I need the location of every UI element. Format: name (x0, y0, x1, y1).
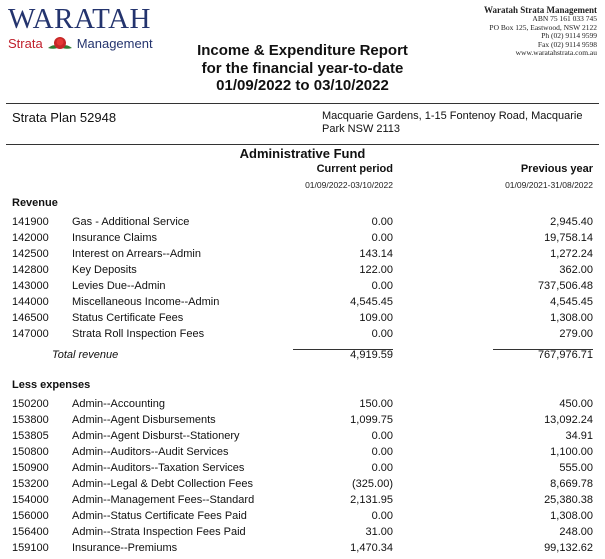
row-code: 150800 (12, 446, 49, 458)
row-desc: Admin--Accounting (72, 398, 165, 410)
fund-heading: Administrative Fund (239, 146, 366, 161)
row-desc: Admin--Agent Disbursements (72, 414, 216, 426)
row-prev: 555.00 (559, 462, 593, 474)
row-code: 150200 (12, 398, 49, 410)
table-row (0, 398, 605, 414)
company-website: www.waratahstrata.com.au (515, 48, 597, 58)
row-prev: 8,669.78 (550, 478, 593, 490)
row-code: 150900 (12, 462, 49, 474)
company-phone: Ph (02) 9114 9599 (541, 31, 597, 41)
current-period-header: Current period (316, 163, 393, 175)
row-cur: 0.00 (371, 430, 393, 442)
strata-plan: Strata Plan 52948 (12, 110, 117, 125)
row-code: 142500 (12, 248, 49, 260)
row-prev: 737,506.48 (537, 280, 593, 292)
table-row (0, 542, 605, 558)
report-title-block (0, 39, 605, 94)
table-row (0, 328, 605, 344)
logo-wordmark: WARATAH (8, 3, 151, 35)
row-cur: 0.00 (371, 280, 393, 292)
row-cur: 31.00 (365, 526, 393, 538)
row-code: 142800 (12, 264, 49, 276)
row-cur: 0.00 (371, 216, 393, 228)
row-cur: 122.00 (359, 264, 393, 276)
row-code: 147000 (12, 328, 49, 340)
company-po-box: PO Box 125, Eastwood, NSW 2122 (489, 22, 597, 32)
logo-strata-text: Strata (8, 35, 43, 51)
report-title: Income & Expenditure Report (197, 42, 408, 59)
row-cur: 1,470.34 (350, 542, 393, 554)
row-prev: 248.00 (559, 526, 593, 538)
divider-top (6, 103, 599, 104)
row-code: 153200 (12, 478, 49, 490)
row-prev: 4,545.45 (550, 296, 593, 308)
row-prev: 1,100.00 (550, 446, 593, 458)
table-row (0, 446, 605, 462)
previous-year-header: Previous year (520, 163, 593, 175)
total-revenue-current: 4,919.59 (350, 349, 393, 361)
row-desc: Admin--Status Certificate Fees Paid (72, 510, 247, 522)
row-cur: 0.00 (371, 462, 393, 474)
row-cur: 0.00 (371, 328, 393, 340)
row-code: 156400 (12, 526, 49, 538)
row-desc: Key Deposits (72, 264, 137, 276)
row-desc: Admin--Auditors--Taxation Services (72, 462, 245, 474)
row-desc: Strata Roll Inspection Fees (72, 328, 205, 340)
row-prev: 34.91 (565, 430, 593, 442)
company-abn: ABN 75 161 033 745 (532, 14, 597, 23)
table-row (0, 510, 605, 526)
table-row (0, 232, 605, 248)
row-code: 146500 (12, 312, 49, 324)
row-desc: Miscellaneous Income--Admin (72, 296, 220, 308)
row-prev: 450.00 (559, 398, 593, 410)
row-desc: Gas - Additional Service (72, 216, 190, 228)
row-desc: Admin--Strata Inspection Fees Paid (72, 526, 246, 538)
row-prev: 1,308.00 (550, 312, 593, 324)
row-code: 144000 (12, 296, 49, 308)
row-code: 143000 (12, 280, 49, 292)
company-name: Waratah Strata Management (484, 5, 597, 15)
row-desc: Insurance--Premiums (72, 542, 178, 554)
row-code: 153805 (12, 430, 49, 442)
divider-header (6, 144, 599, 145)
row-cur: 109.00 (359, 312, 393, 324)
row-desc: Admin--Auditors--Audit Services (72, 446, 229, 458)
table-row (0, 296, 605, 312)
row-desc: Status Certificate Fees (72, 312, 184, 324)
table-row (0, 494, 605, 510)
company-fax: Fax (02) 9114 9598 (537, 39, 597, 49)
row-cur: 143.14 (359, 248, 393, 260)
row-desc: Interest on Arrears--Admin (72, 248, 201, 260)
table-row (0, 248, 605, 264)
row-code: 154000 (12, 494, 49, 506)
table-row (0, 312, 605, 328)
row-prev: 279.00 (559, 328, 593, 340)
row-prev: 99,132.62 (544, 542, 593, 554)
table-row (0, 264, 605, 280)
row-cur: 0.00 (371, 446, 393, 458)
row-prev: 13,092.24 (544, 414, 593, 426)
row-prev: 19,758.14 (544, 232, 593, 244)
logo-management-text: Management (76, 35, 153, 51)
report-date-range: 01/09/2022 to 03/10/2022 (216, 77, 389, 94)
table-row (0, 430, 605, 446)
table-row (0, 216, 605, 232)
row-prev: 1,308.00 (550, 510, 593, 522)
table-row (0, 280, 605, 296)
table-row (0, 462, 605, 478)
revenue-heading: Revenue (12, 197, 58, 209)
row-cur: 4,545.45 (350, 296, 393, 308)
expenses-heading: Less expenses (12, 379, 91, 391)
row-cur: 150.00 (359, 398, 393, 410)
row-cur: 0.00 (371, 232, 393, 244)
total-revenue-row (0, 349, 605, 365)
report-subtitle: for the financial year-to-date (201, 60, 404, 77)
current-period-range: 01/09/2022-03/10/2022 (305, 180, 393, 190)
row-prev: 362.00 (559, 264, 593, 276)
row-desc: Insurance Claims (72, 232, 157, 244)
row-cur: 0.00 (371, 510, 393, 522)
row-cur: 1,099.75 (350, 414, 393, 426)
row-prev: 25,380.38 (544, 494, 593, 506)
row-code: 156000 (12, 510, 49, 522)
row-prev: 1,272.24 (550, 248, 593, 260)
row-desc: Admin--Legal & Debt Collection Fees (72, 478, 253, 490)
total-revenue-previous: 767,976.71 (537, 349, 593, 361)
row-prev: 2,945.40 (550, 216, 593, 228)
table-row (0, 478, 605, 494)
row-code: 142000 (12, 232, 49, 244)
row-desc: Admin--Management Fees--Standard (72, 494, 255, 506)
table-row (0, 526, 605, 542)
row-desc: Admin--Agent Disburst--Stationery (72, 430, 240, 442)
row-cur: (325.00) (352, 478, 393, 490)
table-row (0, 414, 605, 430)
row-desc: Levies Due--Admin (72, 280, 166, 292)
row-code: 153800 (12, 414, 49, 426)
total-revenue-label: Total revenue (52, 349, 119, 361)
row-code: 159100 (12, 542, 49, 554)
row-cur: 2,131.95 (350, 494, 393, 506)
property-address: Macquarie Gardens, 1-15 Fontenoy Road, Macquarie Park NSW 2113 (322, 110, 583, 135)
row-code: 141900 (12, 216, 49, 228)
previous-year-range: 01/09/2021-31/08/2022 (505, 180, 593, 190)
